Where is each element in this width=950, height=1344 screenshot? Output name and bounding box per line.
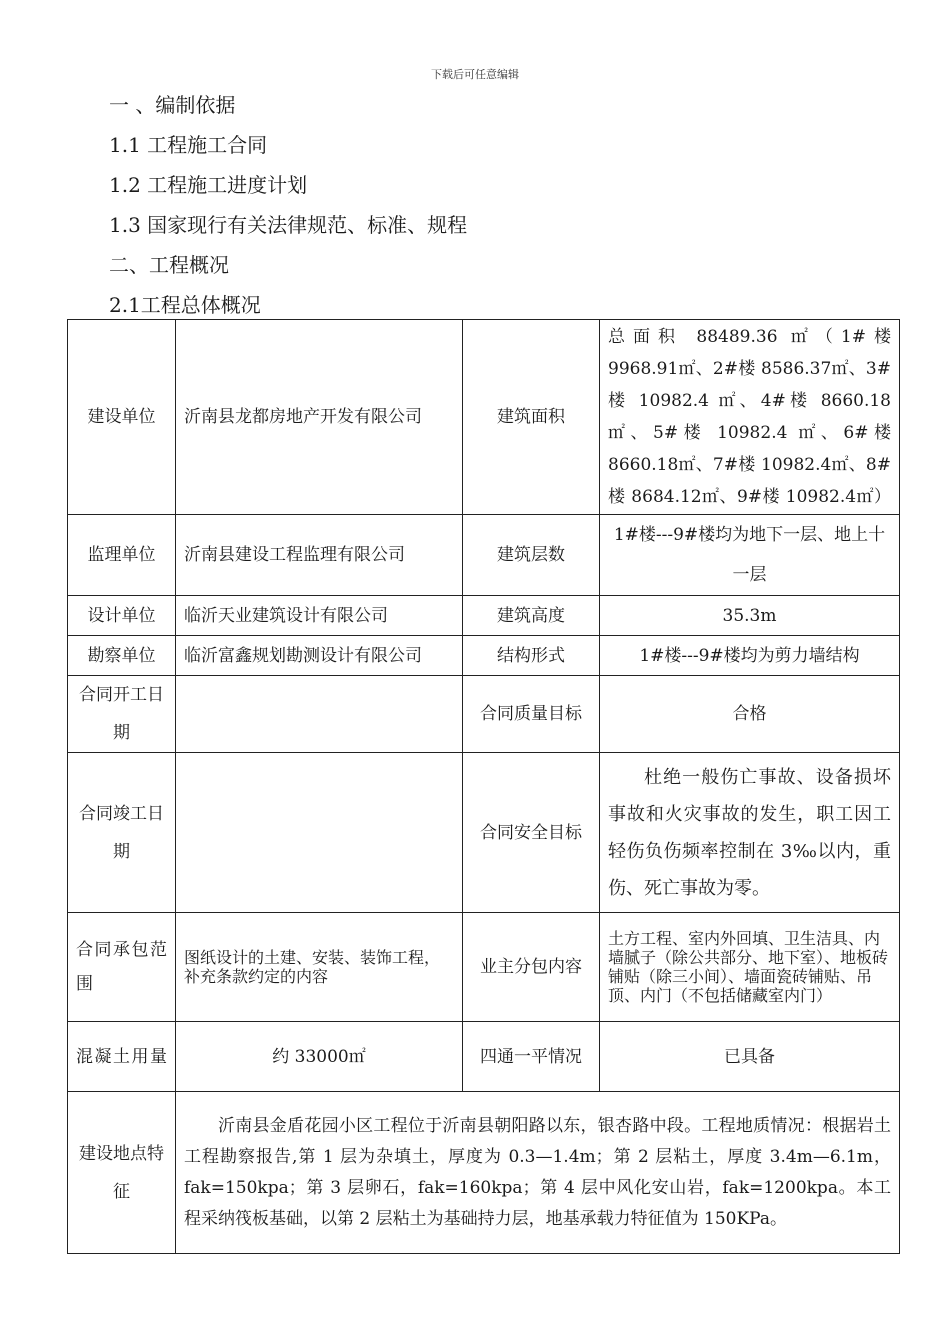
value-site-readiness: 已具备	[600, 1022, 900, 1092]
table-row	[68, 676, 900, 753]
value-owner-subcontract: 土方工程、室内外回填、卫生洁具、内墙腻子（除公共部分、地下室）、地板砖铺贴（除三小间）、墙面瓷砖铺贴、吊顶、内门（不包括储藏室内门）	[600, 913, 900, 1022]
value-contract-scope: 图纸设计的土建、安装、装饰工程，补充条款约定的内容	[176, 913, 463, 1022]
value-contract-end	[176, 753, 463, 913]
table-row	[68, 1022, 900, 1092]
value-concrete: 约 33000㎡	[176, 1022, 463, 1092]
table-row	[68, 913, 900, 1022]
heading-compile-basis: 一 、编制依据	[109, 93, 236, 117]
value-building-area: 总面积 88489.36 ㎡（1#楼 9968.91㎡、2#楼 8586.37㎡、3#楼 10982.4 ㎡、4#楼 8660.18㎡、5#楼 10982.4 ㎡、6#楼 8660.18㎡、7#楼 10982.4㎡、8#楼 8684.12㎡、9#楼 10982.4㎡）	[600, 320, 900, 515]
heading-general-overview: 2.1工程总体概况	[109, 293, 261, 317]
label-structure: 结构形式	[463, 636, 600, 676]
label-concrete: 混凝土用量	[68, 1022, 176, 1092]
value-designer: 临沂天业建筑设计有限公司	[176, 596, 463, 636]
label-site-readiness: 四通一平情况	[463, 1022, 600, 1092]
value-height: 35.3m	[600, 596, 900, 636]
heading-regulations: 1.3 国家现行有关法律规范、标准、规程	[109, 213, 468, 237]
value-safety-target: 杜绝一般伤亡事故、设备损坏事故和火灾事故的发生，职工因工轻伤负伤频率控制在 3‰以内，重伤、死亡事故为零。	[600, 753, 900, 913]
label-site-features: 建设地点特征	[68, 1092, 176, 1254]
label-height: 建筑高度	[463, 596, 600, 636]
label-owner-subcontract: 业主分包内容	[463, 913, 600, 1022]
project-overview-table	[67, 319, 900, 1254]
table-row	[68, 596, 900, 636]
heading-contract: 1.1 工程施工合同	[109, 133, 268, 157]
value-contract-start	[176, 676, 463, 753]
label-contract-scope: 合同承包范围	[68, 913, 176, 1022]
table-row	[68, 1092, 900, 1254]
label-floors: 建筑层数	[463, 515, 600, 596]
heading-project-overview: 二、工程概况	[109, 253, 229, 277]
table-row	[68, 753, 900, 913]
label-designer: 设计单位	[68, 596, 176, 636]
table-row	[68, 636, 900, 676]
label-building-area: 建筑面积	[463, 320, 600, 515]
label-contract-start: 合同开工日期	[68, 676, 176, 753]
label-safety-target: 合同安全目标	[463, 753, 600, 913]
value-floors: 1#楼---9#楼均为地下一层、地上十一层	[600, 515, 900, 596]
table-row	[68, 515, 900, 596]
value-quality-target: 合格	[600, 676, 900, 753]
value-surveyor: 临沂富鑫规划勘测设计有限公司	[176, 636, 463, 676]
header-note: 下载后可任意编辑	[431, 68, 519, 81]
value-developer: 沂南县龙都房地产开发有限公司	[176, 320, 463, 515]
value-site-features: 沂南县金盾花园小区工程位于沂南县朝阳路以东，银杏路中段。工程地质情况：根据岩土工程勘察报告,第 1 层为杂填土，厚度为 0.3—1.4m；第 2 层粘土，厚度 3.4m—6.1m，fak=150kpa；第 3 层卵石，fak=160kpa；第 4 层中风化安山岩，fak=1200kpa。本工程采纳筏板基础，以第 2 层粘土为基础持力层，地基承载力特征值为 150KPa。	[176, 1092, 900, 1254]
label-surveyor: 勘察单位	[68, 636, 176, 676]
heading-schedule: 1.2 工程施工进度计划	[109, 173, 308, 197]
value-structure: 1#楼---9#楼均为剪力墙结构	[600, 636, 900, 676]
label-developer: 建设单位	[68, 320, 176, 515]
table-row	[68, 320, 900, 515]
label-quality-target: 合同质量目标	[463, 676, 600, 753]
value-supervisor: 沂南县建设工程监理有限公司	[176, 515, 463, 596]
label-supervisor: 监理单位	[68, 515, 176, 596]
label-contract-end: 合同竣工日期	[68, 753, 176, 913]
